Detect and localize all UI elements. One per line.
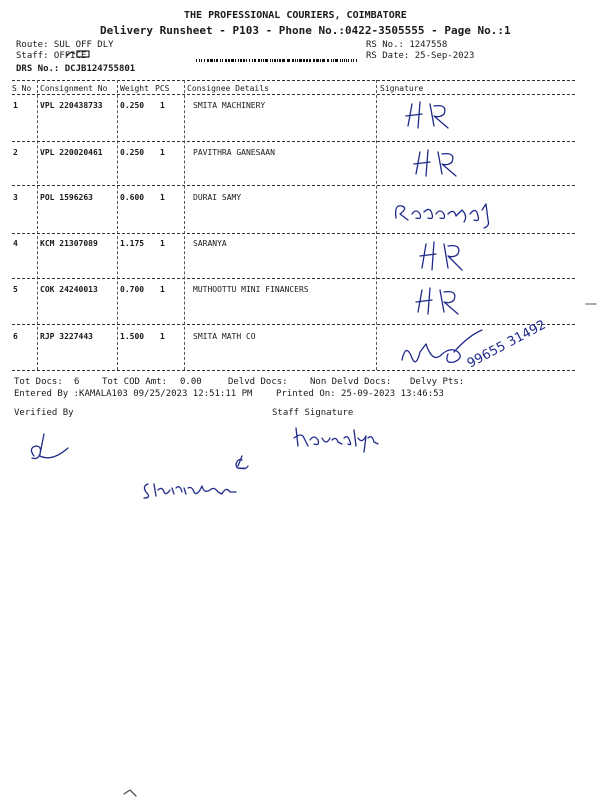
- barcode-bar: [204, 59, 205, 62]
- barcode-bar: [333, 59, 334, 62]
- barcode-bar: [346, 59, 347, 62]
- barcode-bar: [252, 59, 253, 62]
- row-consignment: KCM 21307089: [40, 239, 98, 248]
- svg-text:99655 31492: 99655 31492: [464, 317, 549, 372]
- barcode-bar: [353, 59, 354, 62]
- row-consignee: DURAI SAMY: [193, 193, 242, 202]
- col-header-pcs: PCS: [155, 84, 170, 93]
- barcode-bar: [243, 59, 245, 62]
- barcode-bar: [299, 59, 302, 62]
- barcode-bar: [335, 59, 338, 62]
- row-signature: [416, 238, 486, 276]
- row-pcs: 1: [160, 239, 165, 248]
- barcode-bar: [303, 59, 305, 62]
- barcode-bar: [348, 59, 349, 62]
- barcode-bar: [270, 59, 271, 62]
- col-header-signature: Signature: [380, 84, 424, 93]
- row-pcs: 1: [160, 101, 165, 110]
- staple-mark: [120, 788, 140, 798]
- verifier-signature: [140, 456, 250, 502]
- barcode-icon: [176, 40, 358, 62]
- row-weight: 0.600: [120, 193, 145, 202]
- barcode-bar: [196, 59, 197, 62]
- row-rule: [12, 278, 575, 279]
- row-consignee: SMITA MACHINERY: [193, 101, 266, 110]
- barcode-bar: [320, 59, 321, 62]
- barcode-bar: [258, 59, 260, 62]
- barcode-bar: [344, 59, 345, 62]
- cod-amt-value: 0.00: [180, 377, 202, 387]
- barcode-bar: [238, 59, 239, 62]
- row-sno: 4: [13, 239, 18, 248]
- staff-signature-label: Staff Signature: [272, 408, 354, 418]
- row-consignee: MUTHOOTTU MINI FINANCERS: [193, 285, 309, 294]
- route-label: Route: SUL OFF DLY: [16, 40, 114, 50]
- row-rule: [12, 141, 575, 142]
- col-header-sno: S No: [12, 84, 32, 93]
- row-weight: 1.175: [120, 239, 145, 248]
- staff-label: Staff: OFFICE: [16, 51, 87, 61]
- company-name: THE PROFESSIONAL COURIERS, COIMBATORE: [184, 10, 407, 21]
- barcode-bar: [356, 59, 357, 62]
- row-consignee: PAVITHRA GANESAAN: [193, 148, 275, 157]
- row-pcs: 1: [160, 193, 165, 202]
- barcode-bar: [309, 59, 311, 62]
- col-sep-1: [37, 80, 38, 370]
- row-signature: [400, 98, 470, 134]
- barcode-bar: [265, 59, 268, 62]
- row-signature: [398, 317, 558, 376]
- barcode-bar: [342, 59, 343, 62]
- row-consignment: COK 24240013: [40, 285, 98, 294]
- barcode-bar: [331, 59, 332, 62]
- col-header-weight: Weight: [120, 84, 149, 93]
- barcode-bar: [220, 59, 221, 62]
- row-consignee: SARANYA: [193, 239, 227, 248]
- barcode-bar: [235, 59, 236, 62]
- row-weight: 0.250: [120, 148, 145, 157]
- delvd-docs-label: Delvd Docs:: [228, 377, 288, 387]
- table-top-rule: [12, 80, 575, 81]
- barcode-bar: [263, 59, 264, 62]
- staff-signature: [292, 424, 382, 454]
- barcode-bar: [327, 59, 329, 62]
- runsheet-title: Delivery Runsheet - P103 - Phone No.:0422-3505555 - Page No.:1: [100, 24, 511, 37]
- row-sno: 3: [13, 193, 18, 202]
- barcode-bar: [249, 59, 250, 62]
- row-sno: 1: [13, 101, 18, 110]
- barcode-bar: [279, 59, 281, 62]
- row-consignment: RJP 3227443: [40, 332, 93, 341]
- col-sep-2: [117, 80, 118, 370]
- barcode-bar: [201, 59, 202, 62]
- barcode-bar: [292, 59, 294, 62]
- row-signature: [390, 196, 500, 232]
- barcode-bar: [254, 59, 256, 62]
- drs-number: DRS No.: DCJB124755801: [16, 64, 136, 74]
- row-pcs: 1: [160, 285, 165, 294]
- row-sno: 5: [13, 285, 18, 294]
- barcode-bar: [246, 59, 247, 62]
- cod-amt-label: Tot COD Amt:: [102, 377, 168, 387]
- barcode-bar: [210, 59, 213, 62]
- row-pcs: 1: [160, 332, 165, 341]
- col-sep-4: [376, 80, 377, 370]
- row-sno: 6: [13, 332, 18, 341]
- row-sno: 2: [13, 148, 18, 157]
- courier-logo-icon: [46, 26, 74, 38]
- verifier-mark: [26, 432, 72, 466]
- barcode-bar: [322, 59, 325, 62]
- barcode-bar: [225, 59, 227, 62]
- barcode-bar: [261, 59, 262, 62]
- row-rule: [12, 233, 575, 234]
- row-weight: 0.700: [120, 285, 145, 294]
- rs-date: RS Date: 25-Sep-2023: [366, 51, 475, 61]
- delvy-pts-label: Delvy Pts:: [410, 377, 465, 387]
- row-consignment: POL 1596263: [40, 193, 93, 202]
- staple-mark: [584, 300, 598, 310]
- barcode-bar: [277, 59, 278, 62]
- table-header-rule: [12, 94, 575, 95]
- row-rule: [12, 185, 575, 186]
- barcode-bar: [274, 59, 276, 62]
- table-bottom-rule: [12, 370, 575, 371]
- verified-by-label: Verified By: [14, 408, 74, 418]
- row-consignee: SMITA MATH CO: [193, 332, 256, 341]
- barcode-bar: [287, 59, 290, 62]
- rs-number: RS No.: 1247558: [366, 40, 448, 50]
- barcode-bar: [272, 59, 273, 62]
- barcode-bar: [297, 59, 298, 62]
- barcode-bar: [282, 59, 285, 62]
- row-signature: [410, 146, 480, 180]
- non-delvd-docs-label: Non Delvd Docs:: [310, 377, 392, 387]
- tot-docs-value: 6: [74, 377, 80, 387]
- tot-docs-label: Tot Docs:: [14, 377, 63, 387]
- barcode-bar: [207, 59, 209, 62]
- barcode-bar: [340, 59, 341, 62]
- barcode-bar: [313, 59, 315, 62]
- barcode-bar: [351, 59, 352, 62]
- row-signature: [412, 284, 482, 320]
- row-consignment: VPL 220020461: [40, 148, 103, 157]
- barcode-bar: [316, 59, 319, 62]
- barcode-bar: [199, 59, 200, 62]
- barcode-bar: [306, 59, 308, 62]
- barcode-bar: [228, 59, 230, 62]
- entered-by: Entered By :KAMALA103 09/25/2023 12:51:11 PM: [14, 389, 253, 399]
- printed-on: Printed On: 25-09-2023 13:46:53: [276, 389, 444, 399]
- row-consignment: VPL 220438733: [40, 101, 103, 110]
- col-sep-3: [184, 80, 185, 370]
- row-pcs: 1: [160, 148, 165, 157]
- row-weight: 0.250: [120, 101, 145, 110]
- barcode-bar: [240, 59, 242, 62]
- barcode-bar: [222, 59, 223, 62]
- col-header-consignee: Consignee Details: [187, 84, 269, 93]
- barcode-bar: [231, 59, 234, 62]
- col-header-consignment: Consignment No: [40, 84, 108, 93]
- barcode-bar: [214, 59, 215, 62]
- barcode-bar: [295, 59, 296, 62]
- row-weight: 1.500: [120, 332, 145, 341]
- barcode-bar: [216, 59, 218, 62]
